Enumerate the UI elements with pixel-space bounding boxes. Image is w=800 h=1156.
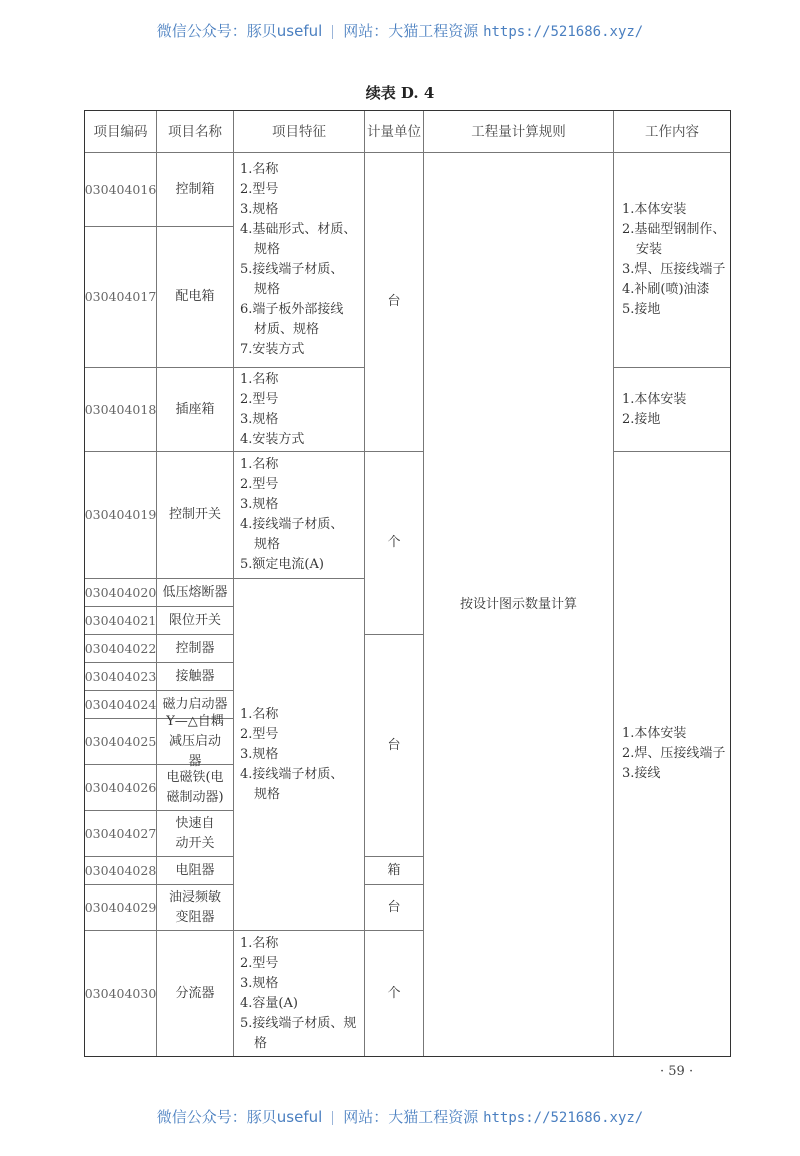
watermark-top <box>0 20 800 41</box>
row-name: 控制箱 <box>157 153 234 227</box>
header-name: 项目名称 <box>157 111 234 153</box>
unit-cell: 个 <box>365 452 424 635</box>
row-name: 分流器 <box>157 931 234 1056</box>
row-code: 030404017 <box>85 227 157 368</box>
features-group-1: 1.名称 2.型号 3.规格 4.基础形式、材质、 规格 5.接线端子材质、 规格 6.端子板外部接线 材质、规格 7.安装方式 <box>234 153 365 368</box>
row-name: 接触器 <box>157 663 234 691</box>
watermark-wechat: 微信公众号：豚贝useful <box>156 22 323 40</box>
header-work: 工作内容 <box>614 111 730 153</box>
row-name: 配电箱 <box>157 227 234 368</box>
row-name: 电磁铁(电磁制动器) <box>157 765 234 811</box>
row-code: 030404028 <box>85 857 157 885</box>
unit-cell: 台 <box>365 635 424 857</box>
header-code: 项目编码 <box>85 111 157 153</box>
row-code: 030404029 <box>85 885 157 931</box>
watermark-site: 网站：大猫工程资源 <box>343 1108 479 1126</box>
work-group-1: 1.本体安装 2.基础型钢制作、 安装 3.焊、压接线端子 4.补刷(喷)油漆 5.接地 <box>614 153 730 368</box>
row-name: 插座箱 <box>157 368 234 452</box>
watermark-url[interactable]: https://521686.xyz/ <box>483 1110 644 1126</box>
row-code: 030404022 <box>85 635 157 663</box>
row-name: 控制器 <box>157 635 234 663</box>
row-code: 030404024 <box>85 691 157 719</box>
row-code: 030404019 <box>85 452 157 579</box>
row-name: 油浸频敏变阻器 <box>157 885 234 931</box>
watermark-bottom <box>0 1106 800 1127</box>
table-title: 续表 D. 4 <box>365 84 435 102</box>
row-code: 030404016 <box>85 153 157 227</box>
row-name: 电阻器 <box>157 857 234 885</box>
row-code: 030404030 <box>85 931 157 1056</box>
features-group-3: 1.名称 2.型号 3.规格 4.接线端子材质、 规格 5.额定电流(A) <box>234 452 365 579</box>
row-code: 030404025 <box>85 719 157 765</box>
row-code: 030404020 <box>85 579 157 607</box>
row-code: 030404027 <box>85 811 157 857</box>
work-group-3: 1.本体安装 2.焊、压接线端子 3.接线 <box>622 726 726 781</box>
row-name: Y—△自耦减压启动器 <box>157 719 234 765</box>
watermark-wechat: 微信公众号：豚贝useful <box>156 1108 323 1126</box>
row-code: 030404023 <box>85 663 157 691</box>
row-code: 030404026 <box>85 765 157 811</box>
features-group-5: 1.名称 2.型号 3.规格 4.容量(A) 5.接线端子材质、规 格 <box>234 931 365 1056</box>
header-rule: 工程量计算规则 <box>424 111 614 153</box>
row-code: 030404018 <box>85 368 157 452</box>
row-name: 控制开关 <box>157 452 234 579</box>
row-code: 030404021 <box>85 607 157 635</box>
watermark-url[interactable]: https://521686.xyz/ <box>483 24 644 40</box>
unit-cell: 台 <box>365 153 424 452</box>
watermark-site: 网站：大猫工程资源 <box>343 22 479 40</box>
row-name: 快速自动开关 <box>157 811 234 857</box>
page-number: · 59 · <box>660 1064 694 1079</box>
header-features: 项目特征 <box>234 111 365 153</box>
unit-cell: 个 <box>365 931 424 1056</box>
work-group-2: 1.本体安装 2.接地 <box>614 368 730 452</box>
unit-cell: 箱 <box>365 857 424 885</box>
calc-rule: 按设计图示数量计算 <box>424 153 614 1056</box>
unit-cell: 台 <box>365 885 424 931</box>
row-name: 低压熔断器 <box>157 579 234 607</box>
features-group-2: 1.名称 2.型号 3.规格 4.安装方式 <box>234 368 365 452</box>
header-unit: 计量单位 <box>365 111 424 153</box>
row-name: 磁力启动器 <box>157 691 234 719</box>
row-name: 限位开关 <box>157 607 234 635</box>
features-group-4: 1.名称 2.型号 3.规格 4.接线端子材质、 规格 <box>234 579 365 931</box>
spec-table <box>84 110 731 1057</box>
